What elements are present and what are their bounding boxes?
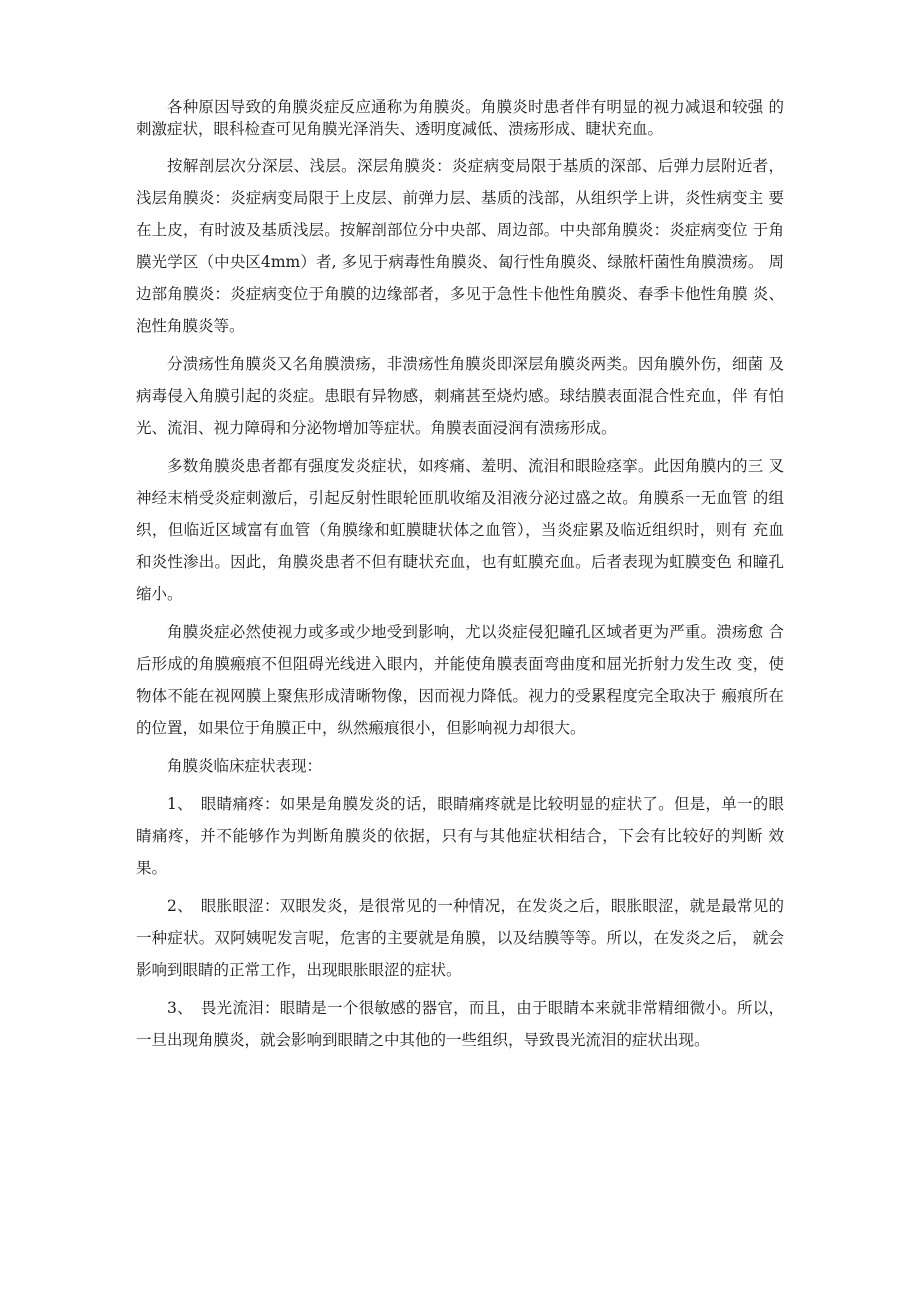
paragraph-vision-impact: 角膜炎症必然使视力或多或少地受到影响，尤以炎症侵犯瞳孔区域者更为严重。溃疡愈 合后形成的角膜瘢痕不但阻碍光线进入眼内，并能使角膜表面弯曲度和屈光折射力发生改 变，使物体不能在视网膜上聚焦形成清晰物像，因而视力降低。视力的受累程度完全取决于 瘢痕所在的位置，如果位于角膜正中，纵然瘢痕很小，但影响视力却很大。 [136, 623, 784, 737]
paragraph-definition: 各种原因导致的角膜炎症反应通称为角膜炎。角膜炎时患者伴有明显的视力减退和较强 的刺激症状，眼科检查可见角膜光泽消失、透明度减低、溃疡形成、睫状充血。 [136, 98, 784, 138]
list-item-eye-pain: 1、 眼睛痛疼：如果是角膜发炎的话，眼睛痛疼就是比较明显的症状了。但是，单一的眼睛痛疼，并不能够作为判断角膜炎的依据，只有与其他症状相结合，下会有比较好的判断 效果。 [136, 795, 784, 877]
paragraph-anatomical-classification: 按解剖层次分深层、浅层。深层角膜炎：炎症病变局限于基质的深部、后弹力层附近者，浅层角膜炎：炎症病变局限于上皮层、前弹力层、基质的浅部，从组织学上讲，炎性病变主 要在上皮，有时波及基质浅层。按解剖部位分中央部、周边部。中央部角膜炎：炎症病变位 于角膜光学区（中央区4mm）者, 多见于病毒性角膜炎、匐行性角膜炎、绿脓杆菌性角膜溃疡。 周边部角膜炎：炎症病变位于角膜的边缘部者，多见于急性卡他性角膜炎、春季卡他性角膜 炎、泡性角膜炎等。 [136, 157, 784, 335]
list-item-eye-swelling: 2、 眼胀眼涩：双眼发炎，是很常见的一种情况，在发炎之后，眼胀眼涩，就是最常见的一种症状。双阿姨呢发言呢，危害的主要就是角膜，以及结膜等等。所以，在发炎之后， 就会影响到眼睛的正常工作，出现眼胀眼涩的症状。 [136, 897, 784, 979]
section-heading-clinical-symptoms: 角膜炎临床症状表现： [167, 757, 323, 775]
paragraph-ulcerative-keratitis: 分溃疡性角膜炎又名角膜溃疡，非溃疡性角膜炎即深层角膜炎两类。因角膜外伤，细菌 及病毒侵入角膜引起的炎症。患眼有异物感，刺痛甚至烧灼感。球结膜表面混合性充血，伴 有怕光、流泪、视力障碍和分泌物增加等症状。角膜表面浸润有溃疡形成。 [136, 355, 784, 437]
list-item-photophobia: 3、 畏光流泪：眼睛是一个很敏感的器官，而且，由于眼睛本来就非常精细微小。所以，一旦出现角膜炎，就会影响到眼睛之中其他的一些组织，导致畏光流泪的症状出现。 [136, 999, 784, 1049]
paragraph-inflammation-symptoms: 多数角膜炎患者都有强度发炎症状，如疼痛、羞明、流泪和眼睑痉挛。此因角膜内的三 叉神经末梢受炎症刺激后，引起反射性眼轮匝肌收缩及泪液分泌过盛之故。角膜系一无血管 的组织，但临近区域富有血管（角膜缘和虹膜睫状体之血管），当炎症累及临近组织时，则有 充血和炎性渗出。因此，角膜炎患者不但有睫状充血，也有虹膜充血。后者表现为虹膜变色 和瞳孔缩小。 [136, 457, 784, 603]
